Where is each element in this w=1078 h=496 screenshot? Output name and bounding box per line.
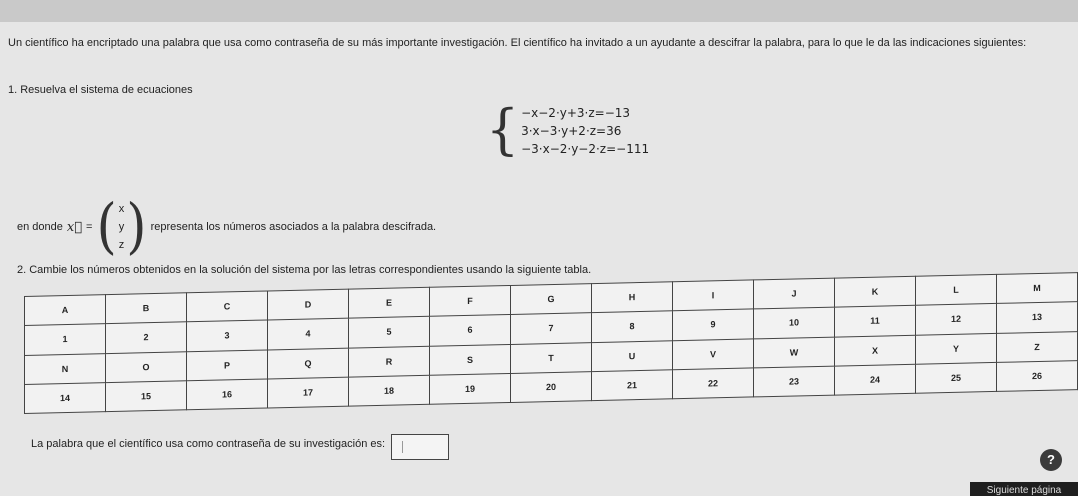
right-paren: ) — [126, 192, 147, 262]
table-cell: X — [835, 335, 916, 366]
table-cell: 17 — [268, 377, 349, 408]
table-cell: 14 — [25, 382, 106, 413]
table-cell: W — [754, 337, 835, 368]
column-vector — [96, 192, 147, 262]
table-cell: G — [511, 284, 592, 315]
equation-system — [486, 98, 650, 162]
where-prefix: en donde — [17, 221, 63, 233]
table-cell: P — [187, 349, 268, 380]
table-cell: 24 — [835, 364, 916, 395]
step-2-text: 2. Cambie los números obtenidos en la solución del sistema por las letras correspondientes usando la siguiente tabla. — [17, 264, 592, 276]
text-caret — [402, 441, 403, 453]
top-bar — [0, 0, 1078, 22]
table-cell: 18 — [349, 375, 430, 406]
vector-definition — [17, 192, 437, 262]
table-cell: M — [997, 273, 1078, 304]
table-cell: J — [754, 278, 835, 309]
table-cell: 3 — [187, 320, 268, 351]
cipher-table-container — [24, 272, 1078, 414]
table-cell: 12 — [916, 304, 997, 335]
table-cell: L — [916, 274, 997, 305]
problem-intro: Un científico ha encriptado una palabra que usa como contraseña de su más importante investigación. El científico ha invitado a un ayudante a descifrar la palabra, para lo que le da las indicaciones siguientes: — [8, 37, 1027, 49]
table-cell: 25 — [916, 362, 997, 393]
table-cell: 6 — [430, 315, 511, 346]
equation-3: −3·x−2·y−2·z=−111 — [521, 142, 650, 156]
vector-symbol: x⃗ — [66, 219, 83, 235]
table-cell: 13 — [997, 302, 1078, 333]
table-cell: 22 — [673, 368, 754, 399]
table-cell: 20 — [511, 371, 592, 402]
table-cell: D — [268, 289, 349, 320]
table-cell: Y — [916, 333, 997, 364]
table-cell: 9 — [673, 309, 754, 340]
table-cell: 23 — [754, 366, 835, 397]
table-cell: Q — [268, 348, 349, 379]
table-cell: R — [349, 346, 430, 377]
table-cell: E — [349, 287, 430, 318]
table-cell: 7 — [511, 313, 592, 344]
table-cell: T — [511, 342, 592, 373]
table-cell: 11 — [835, 306, 916, 337]
brace-glyph: { — [486, 98, 520, 162]
table-cell: I — [673, 280, 754, 311]
table-cell: H — [592, 282, 673, 313]
table-cell: 2 — [106, 322, 187, 353]
table-cell: 15 — [106, 381, 187, 412]
table-cell: 16 — [187, 379, 268, 410]
step-1-text: 1. Resuelva el sistema de ecuaciones — [8, 84, 193, 96]
table-cell: U — [592, 340, 673, 371]
table-cell: N — [25, 353, 106, 384]
table-cell: V — [673, 338, 754, 369]
table-cell: Z — [997, 331, 1078, 362]
table-cell: 1 — [25, 324, 106, 355]
table-cell: S — [430, 344, 511, 375]
where-suffix: representa los números asociados a la palabra descifrada. — [150, 221, 437, 233]
table-cell: 8 — [592, 311, 673, 342]
equals-sign: = — [86, 221, 93, 233]
component-y: y — [118, 221, 125, 233]
table-cell: C — [187, 291, 268, 322]
equation-list — [521, 104, 649, 158]
table-cell: F — [430, 285, 511, 316]
table-cell: O — [106, 351, 187, 382]
answer-input[interactable] — [391, 434, 449, 460]
table-cell: 26 — [997, 360, 1078, 391]
table-cell: 19 — [430, 373, 511, 404]
answer-row — [31, 428, 449, 460]
component-z: z — [118, 239, 125, 251]
left-paren: ( — [96, 192, 117, 262]
table-cell: 21 — [592, 370, 673, 401]
cipher-table — [24, 272, 1078, 414]
equation-1: −x−2·y+3·z=−13 — [521, 106, 631, 120]
table-cell: 10 — [754, 307, 835, 338]
table-cell: K — [835, 276, 916, 307]
vector-components — [117, 200, 127, 254]
help-button[interactable]: ? — [1040, 449, 1062, 471]
answer-label: La palabra que el científico usa como contraseña de su investigación es: — [31, 438, 386, 450]
table-cell: 4 — [268, 318, 349, 349]
table-cell: A — [25, 295, 106, 326]
table-cell: 5 — [349, 317, 430, 348]
table-cell: B — [106, 293, 187, 324]
next-page-button[interactable]: Siguiente página — [970, 482, 1078, 496]
component-x: x — [118, 203, 125, 215]
equation-2: 3·x−3·y+2·z=36 — [521, 124, 622, 138]
